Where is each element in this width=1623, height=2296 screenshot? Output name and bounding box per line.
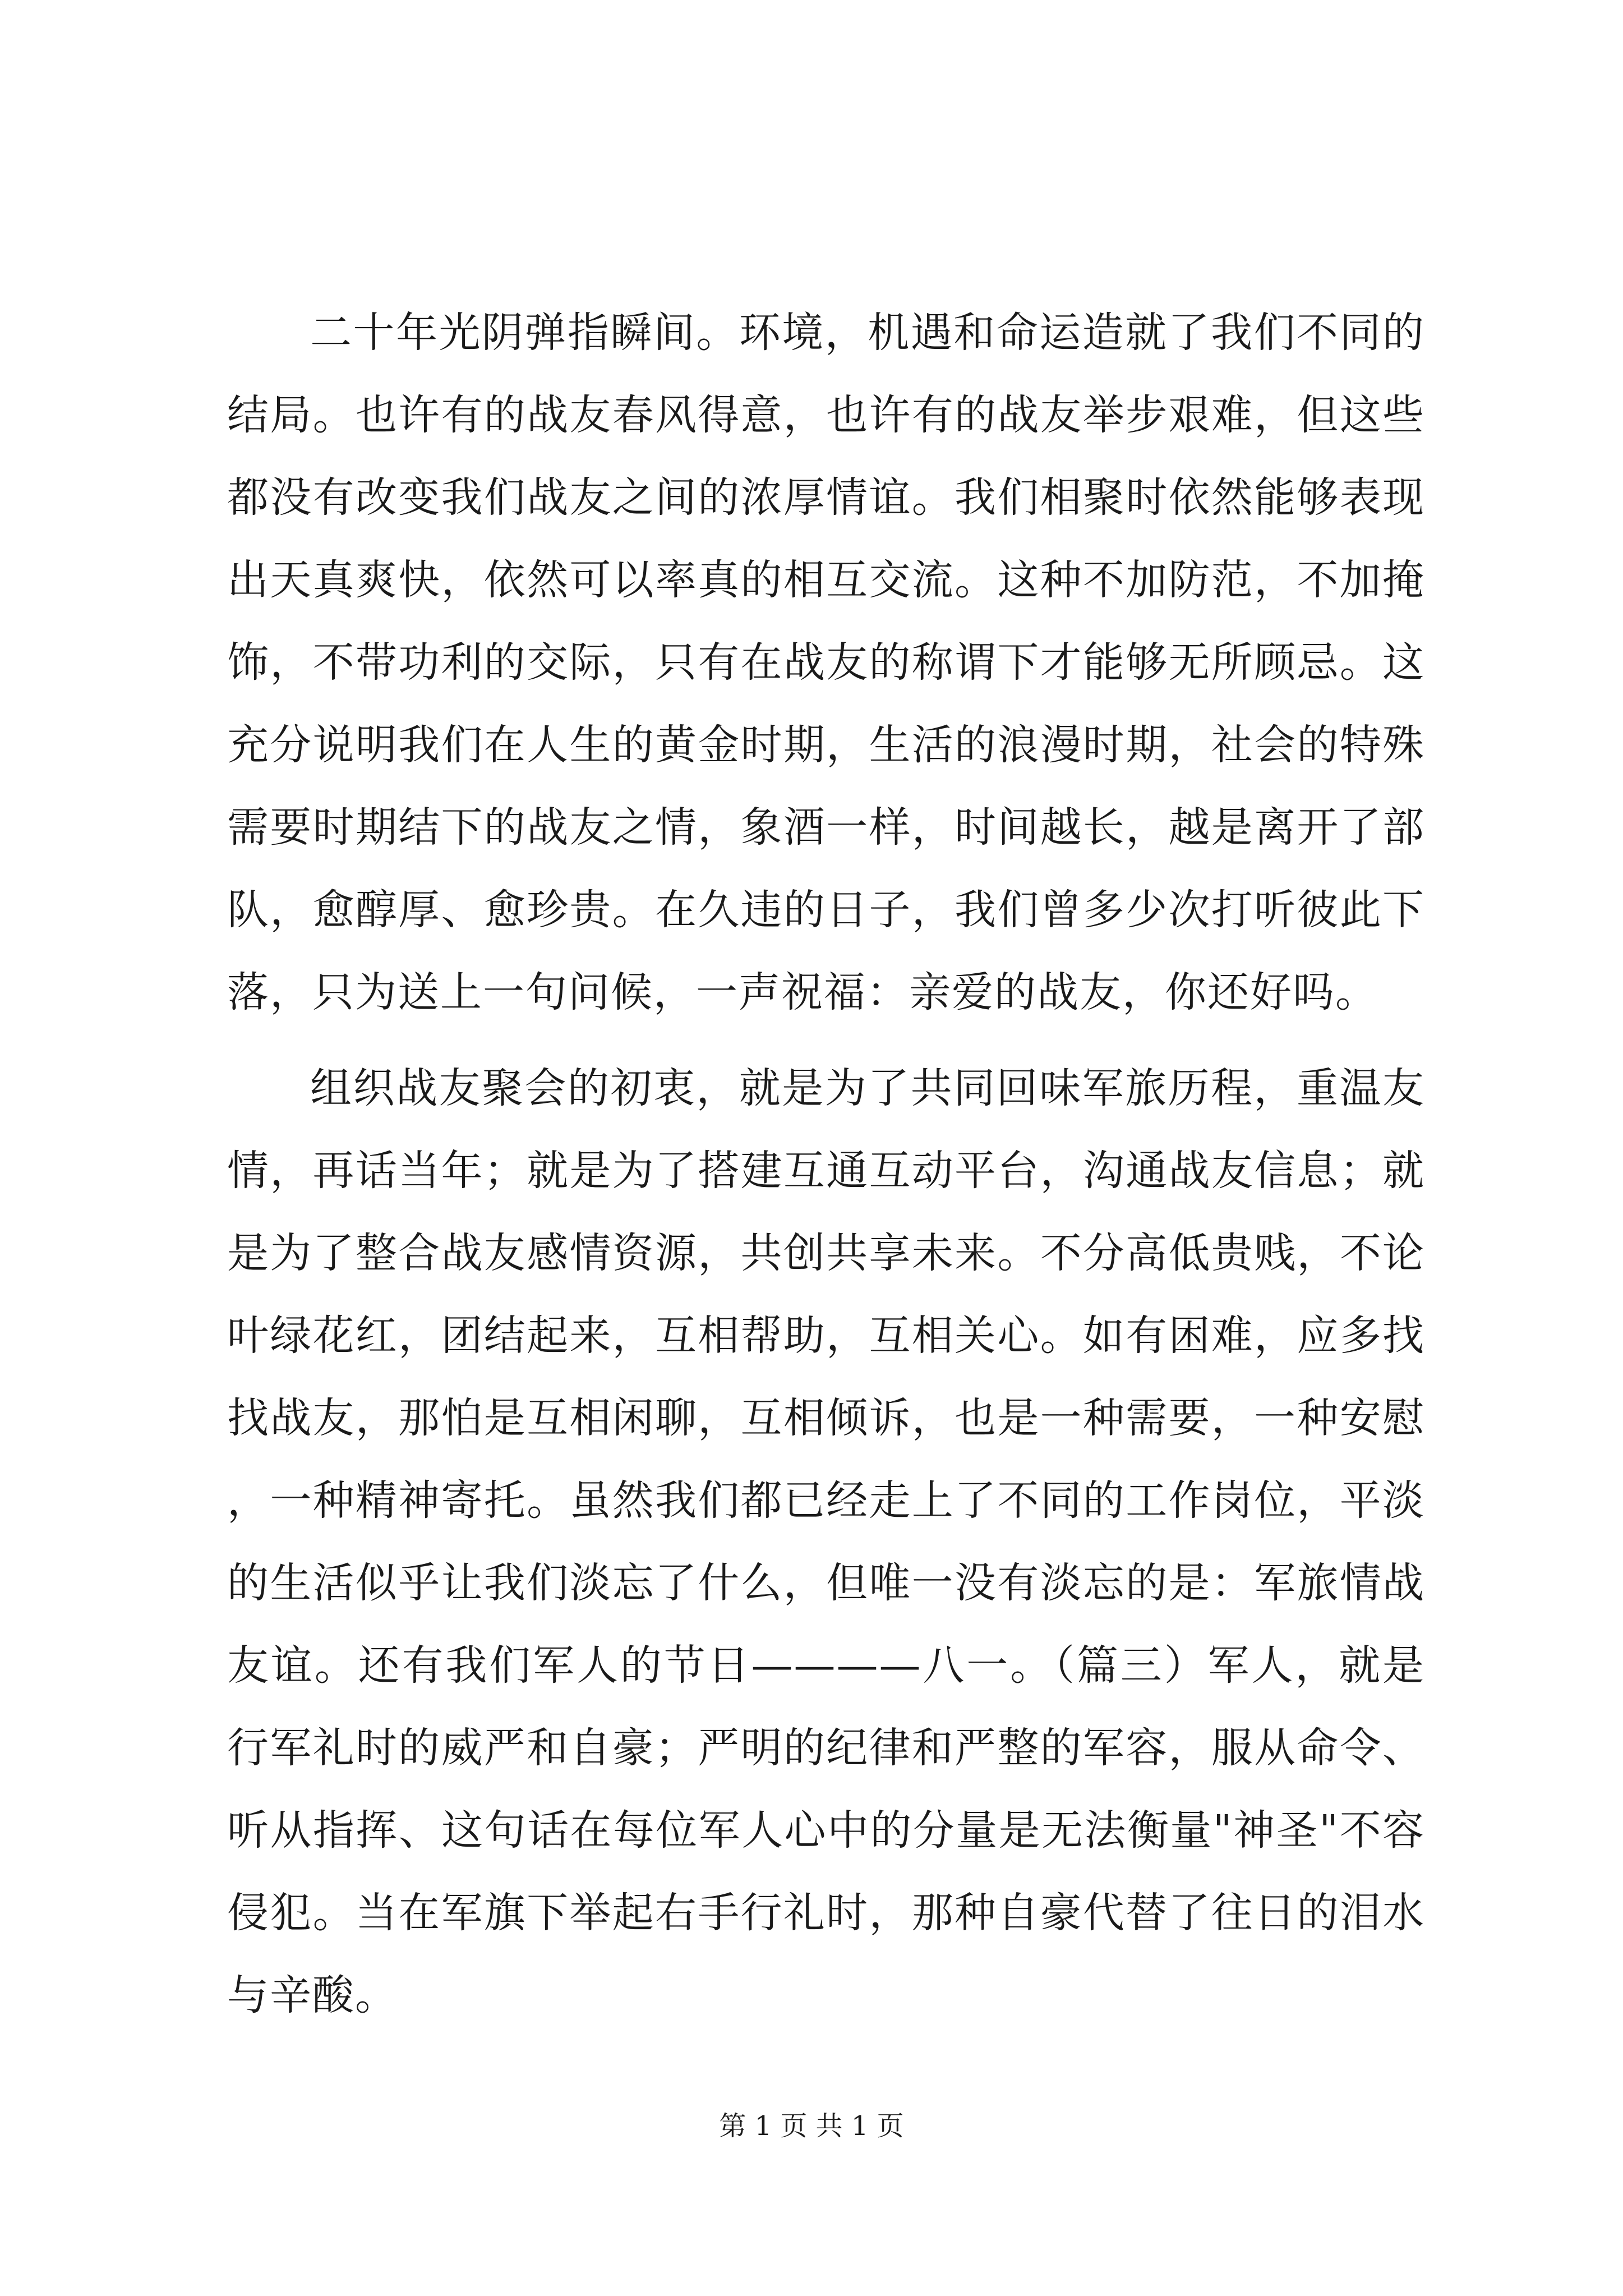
paragraph-1: 二十年光阴弹指瞬间。环境，机遇和命运造就了我们不同的结局。也许有的战友春风得意，也许有的战友举步艰难，但这些都没有改变我们战友之间的浓厚情谊。我们相聚时依然能够表现出天真爽快，依然可以率真的相互交流。这种不加防范，不加掩饰，不带功利的交际，只有在战友的称谓下才能够无所顾忌。这充分说明我们在人生的黄金时期，生活的浪漫时期，社会的特殊需要时期结下的战友之情，象酒一样，时间越长，越是离开了部队，愈醇厚、愈珍贵。在久违的日子，我们曾多少次打听彼此下落，只为送上一句问候，一声祝福：亲爱的战友，你还好吗。 xyxy=(227,309,1425,1016)
document-body xyxy=(227,292,1425,2050)
paragraph-2: 组织战友聚会的初衷，就是为了共同回味军旅历程，重温友情，再话当年；就是为了搭建互通互动平台，沟通战友信息；就是为了整合战友感情资源，共创共享未来。不分高低贵贱，不论叶绿花红，团结起来，互相帮助，互相关心。如有困难，应多找找战友，那怕是互相闲聊，互相倾诉，也是一种需要，一种安慰，一种精神寄托。虽然我们都已经走上了不同的工作岗位，平淡的生活似乎让我们淡忘了什么，但唯一没有淡忘的是：军旅情战友谊。还有我们军人的节日————八一。（篇三）军人，就是行军礼时的威严和自豪；严明的纪律和严整的军容，服从命令、听从指挥、这句话在每位军人心中的分量是无法衡量"神圣"不容侵犯。当在军旗下举起右手行礼时，那种自豪代替了往日的泪水与辛酸。 xyxy=(227,1064,1425,2019)
page-footer: 第 1 页 共 1 页 xyxy=(719,2110,904,2142)
